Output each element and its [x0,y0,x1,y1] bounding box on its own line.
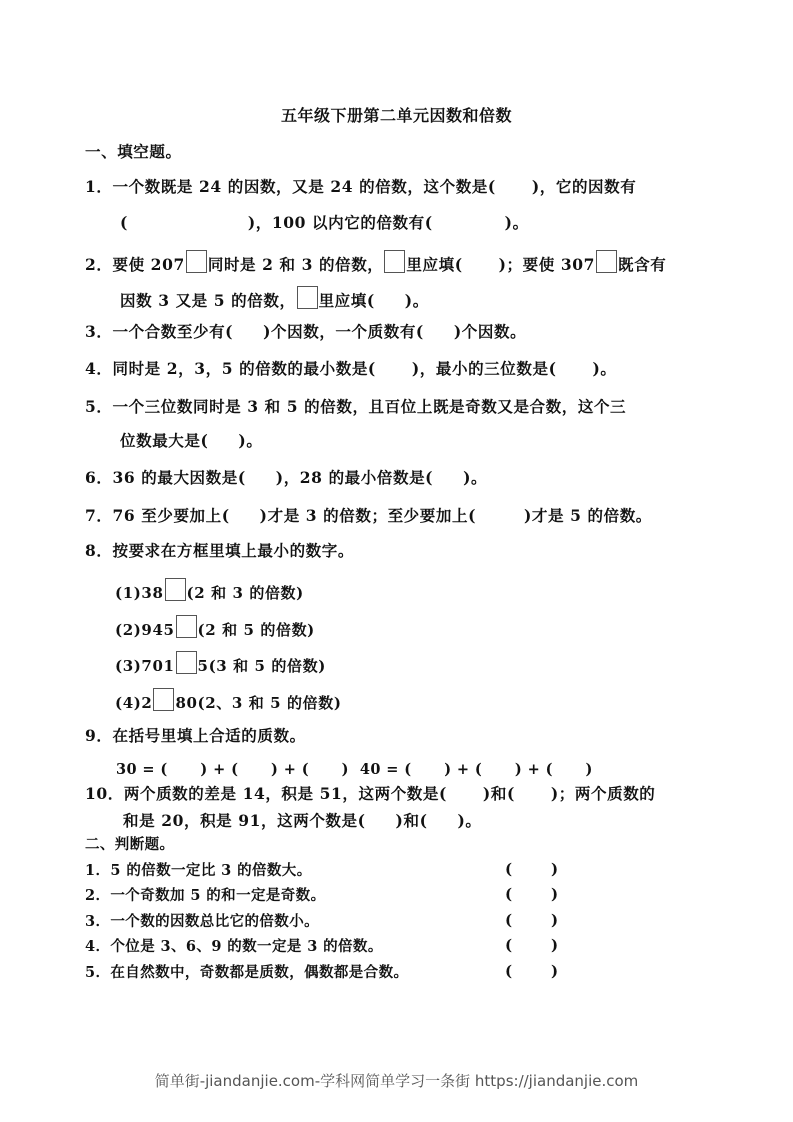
q1-line2: ( )，100 以内它的倍数有( )。 [120,213,529,232]
answer-bracket-close: ) [551,860,559,878]
q8-item-suffix: (2 和 3 的倍数) [186,584,304,602]
q5-line2: 位数最大是( )。 [120,431,263,450]
q4: 4．同时是 2，3，5 的倍数的最小数是( )，最小的三位数是( )。 [85,359,617,378]
q7: 7．76 至少要加上( )才是 3 的倍数；至少要加上( )才是 5 的倍数。 [85,506,652,525]
judge-item-1: 1．5 的倍数一定比 3 的倍数大。 [85,862,312,879]
q8-item-suffix: 80(2、3 和 5 的倍数) [175,694,342,712]
q5-line1: 5．一个三位数同时是 3 和 5 的倍数，且百位上既是奇数又是合数，这个三 [85,397,627,416]
q2-text-f: 里应填( )。 [318,291,429,310]
answer-bracket-close: ) [551,962,559,980]
q8-item-4 [115,688,342,714]
answer-bracket-close: ) [551,936,559,954]
answer-box[interactable] [384,250,405,273]
q10-line1: 10．两个质数的差是 14，积是 51，这两个数是( )和( )；两个质数的 [85,784,656,803]
q9-prompt: 9．在括号里填上合适的质数。 [85,726,306,745]
answer-box[interactable] [165,578,186,601]
answer-bracket-open[interactable]: ( [505,885,513,903]
answer-bracket-open[interactable]: ( [505,936,513,954]
q2-line1 [85,250,666,276]
q2-line2 [120,286,429,312]
q1-line1: 1．一个数既是 24 的因数，又是 24 的倍数，这个数是( )，它的因数有 [85,177,637,196]
q8-item-3 [115,651,326,677]
answer-box[interactable] [186,250,207,273]
footer-watermark: 简单街-jiandanjie.com-学科网简单学习一条街 https://jiandanjie.com [154,1072,639,1090]
q8-item-2 [115,615,315,641]
q8-item-prefix: (2)945 [115,621,175,639]
answer-box[interactable] [596,250,617,273]
answer-box[interactable] [297,286,318,309]
q2-text-c: 里应填( )；要使 307 [406,255,596,274]
answer-bracket-close: ) [551,885,559,903]
q9-equation: 30 = ( ) + ( ) + ( ) 40 = ( ) + ( ) + ( ) [116,761,593,778]
answer-bracket-open[interactable]: ( [505,962,513,980]
judge-item-2: 2．一个奇数加 5 的和一定是奇数。 [85,887,326,904]
answer-box[interactable] [176,615,197,638]
answer-box[interactable] [176,651,197,674]
judge-item-4: 4．个位是 3、6、9 的数一定是 3 的倍数。 [85,938,383,955]
q2-text-e: 因数 3 又是 5 的倍数， [120,291,296,310]
q2-text-a: 2．要使 207 [85,255,185,274]
q8-prompt: 8．按要求在方框里填上最小的数字。 [85,541,354,560]
answer-box[interactable] [153,688,174,711]
q3: 3．一个合数至少有( )个因数，一个质数有( )个因数。 [85,322,527,341]
q2-text-b: 同时是 2 和 3 的倍数， [207,255,384,274]
q8-item-suffix: (2 和 5 的倍数) [197,621,315,639]
q8-item-prefix: (3)701 [115,657,175,675]
page-title: 五年级下册第二单元因数和倍数 [280,106,512,125]
q8-item-prefix: (1)38 [115,584,164,602]
judge-item-5: 5．在自然数中，奇数都是质数，偶数都是合数。 [85,964,409,981]
q8-item-1 [115,578,304,604]
judge-item-3: 3．一个数的因数总比它的倍数小。 [85,913,319,930]
answer-bracket-close: ) [551,911,559,929]
section2-heading: 二、判断题。 [85,836,175,853]
q6: 6．36 的最大因数是( )，28 的最小倍数是( )。 [85,468,488,487]
q8-item-suffix: 5(3 和 5 的倍数) [197,657,326,675]
q8-item-prefix: (4)2 [115,694,153,712]
section1-heading: 一、填空题。 [85,142,182,161]
q10-line2: 和是 20，积是 91，这两个数是( )和( )。 [123,811,482,830]
q2-text-d: 既含有 [618,255,667,274]
answer-bracket-open[interactable]: ( [505,860,513,878]
answer-bracket-open[interactable]: ( [505,911,513,929]
